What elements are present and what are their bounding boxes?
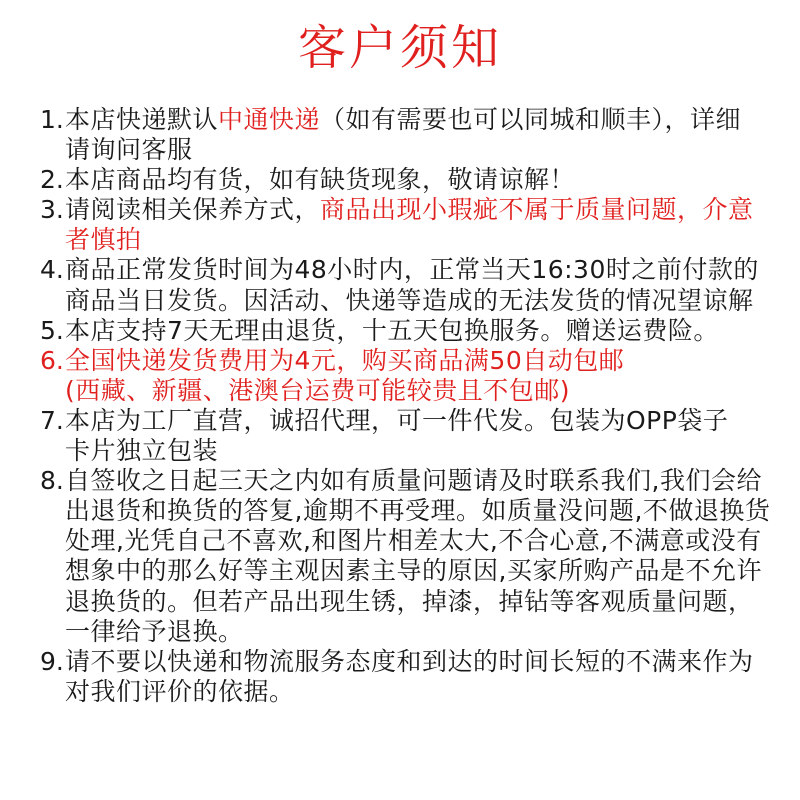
notice-line [40, 466, 780, 496]
notice-text: 请不要以快递和物流服务态度和到达的时间长短的不满来作为 [65, 646, 754, 676]
notice-line [40, 647, 780, 677]
item-number: 3. [40, 195, 64, 225]
notice-line [40, 195, 780, 225]
notice-line [40, 346, 780, 376]
notice-text: 本店快递默认 [65, 105, 219, 134]
notice-line [40, 526, 780, 556]
item-number: 6. [40, 345, 64, 375]
notice-text: 请阅读相关保养方式， [65, 195, 321, 225]
notice-line [40, 286, 780, 316]
notice-item-8 [40, 466, 780, 647]
notice-text: 退换货的。但若产品出现生锈，掉漆，掉钻等客观质量问题， [65, 586, 754, 616]
notice-line [40, 255, 780, 285]
item-number: 5. [40, 315, 64, 345]
notice-line [40, 105, 780, 135]
item-number: 8. [40, 466, 64, 496]
notice-text: 卡片独立包装 [65, 436, 219, 466]
page-title: 客户须知 [297, 20, 502, 76]
notice-text: （如有需要也可以同城和顺丰），详细 [320, 105, 742, 134]
notice-text: 处理,光凭自己不喜欢,和图片相差太大,不合心意,不满意或没有 [65, 526, 762, 556]
notice-list [40, 105, 780, 707]
item-number: 7. [40, 405, 64, 435]
notice-text: 商品正常发货时间为48小时内，正常当天16:30时之前付款的 [65, 255, 759, 285]
notice-line [40, 376, 780, 406]
notice-text: 一律给予退换。 [65, 616, 244, 646]
notice-line [40, 556, 780, 586]
notice-item-4 [40, 255, 780, 315]
notice-line [40, 316, 780, 346]
notice-item-5 [40, 316, 780, 346]
notice-text-highlight: 全国快递发货费用为4元，购买商品满50自动包邮 [65, 345, 625, 375]
notice-item-7 [40, 406, 780, 466]
notice-text: 本店商品均有货，如有缺货现象，敬请谅解！ [65, 165, 576, 195]
notice-line [40, 587, 780, 617]
notice-text: 对我们评价的依据。 [65, 676, 295, 706]
notice-item-9 [40, 647, 780, 707]
notice-text-highlight: 中通快递 [218, 105, 321, 134]
item-number: 1. [40, 105, 64, 134]
item-number: 4. [40, 255, 64, 285]
notice-item-2 [40, 165, 780, 195]
notice-line [40, 496, 780, 526]
notice-item-6 [40, 346, 780, 406]
notice-text: 本店支持7天无理由退货，十五天包换服务。赠送运费险。 [65, 315, 719, 345]
notice-text-highlight: (西藏、新疆、港澳台运费可能较贵且不包邮) [65, 375, 571, 405]
notice-item-1 [40, 105, 780, 165]
notice-text-highlight: 者慎拍 [65, 225, 142, 255]
notice-line [40, 436, 780, 466]
notice-text: 请询问客服 [65, 135, 193, 165]
notice-line [40, 225, 780, 255]
notice-text-highlight: 商品出现小瑕疵不属于质量问题，介意 [320, 195, 754, 225]
notice-text: 自签收之日起三天之内如有质量问题请及时联系我们,我们会给 [65, 466, 762, 496]
notice-line [40, 406, 780, 436]
item-number: 2. [40, 165, 64, 195]
notice-item-3 [40, 195, 780, 255]
notice-text: 商品当日发货。因活动、快递等造成的无法发货的情况望谅解 [65, 285, 754, 315]
notice-line [40, 617, 780, 647]
notice-text: 想象中的那么好等主观因素主导的原因,买家所购产品是不允许 [65, 556, 762, 586]
notice-line [40, 135, 780, 165]
notice-text: 本店为工厂直营，诚招代理，可一件代发。包装为OPP袋子 [65, 405, 729, 435]
item-number: 9. [40, 646, 64, 676]
notice-line [40, 677, 780, 707]
notice-text: 出退货和换货的答复,逾期不再受理。如质量没问题,不做退换货 [65, 496, 771, 526]
notice-line [40, 165, 780, 195]
